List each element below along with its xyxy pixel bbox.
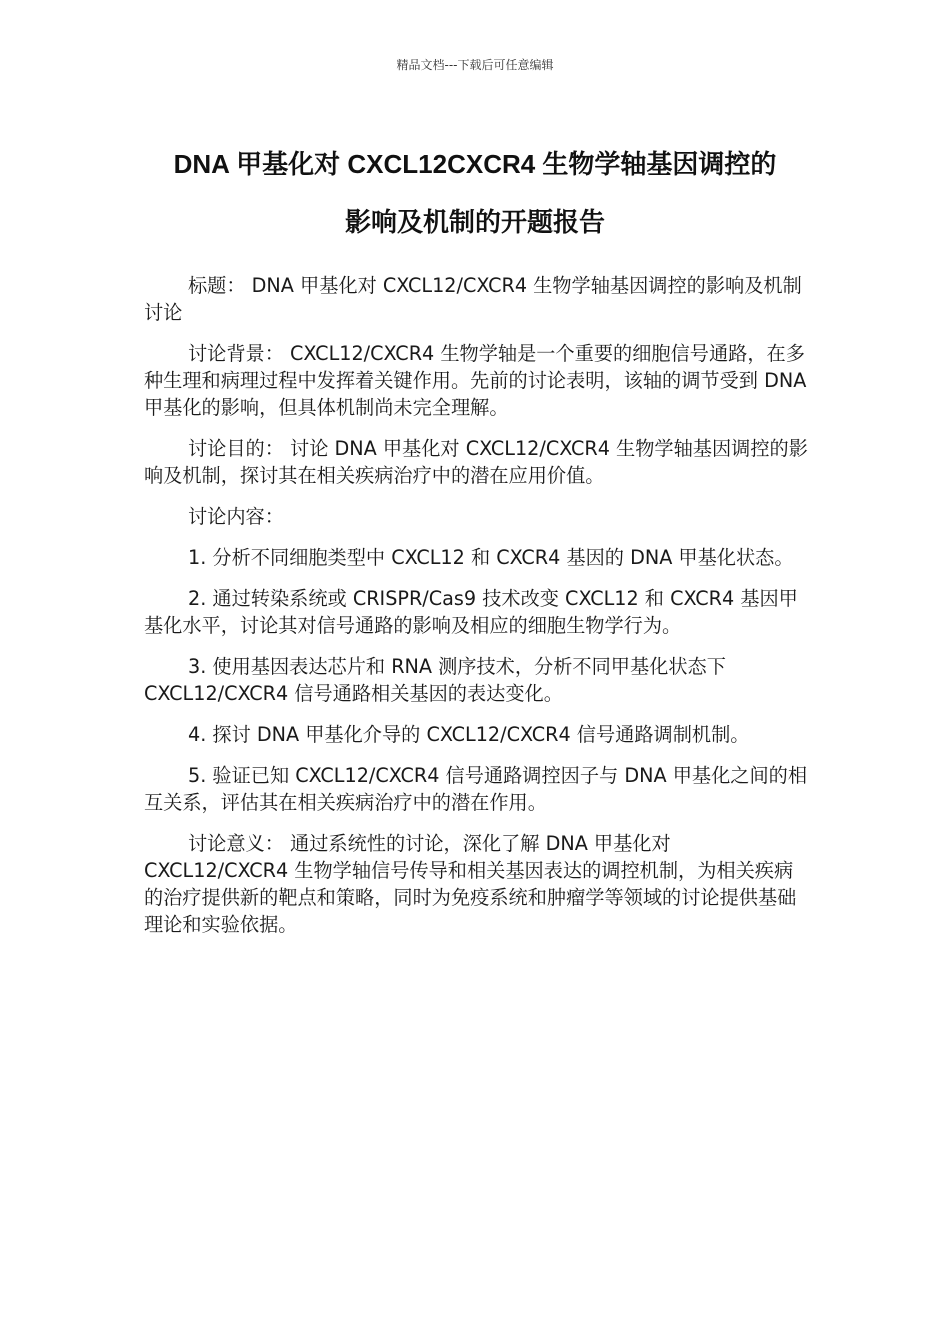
paragraph-content-heading: 讨论内容：	[188, 505, 284, 528]
header-note: 精品文档---下载后可任意编辑	[396, 58, 554, 72]
title-line-2: 影响及机制的开题报告	[344, 207, 605, 237]
title-line-1: DNA 甲基化对 CXCL12CXCR4 生物学轴基因调控的	[173, 149, 777, 179]
paragraph-title: 标题： DNA 甲基化对 CXCL12/CXCR4 生物学轴基因调控的影响及机制讨论	[144, 274, 802, 324]
document-body	[144, 272, 808, 952]
list-item-1: 1. 分析不同细胞类型中 CXCL12 和 CXCR4 基因的 DNA 甲基化状态。	[188, 546, 794, 569]
paragraph-significance: 讨论意义： 通过系统性的讨论，深化了解 DNA 甲基化对 CXCL12/CXCR4 生物学轴信号传导和相关基因表达的调控机制，为相关疾病的治疗提供新的靶点和策略，同时为免疫系统和肿瘤学等领域的讨论提供基础理论和实验依据。	[144, 832, 797, 936]
list-item-3: 3. 使用基因表达芯片和 RNA 测序技术，分析不同甲基化状态下 CXCL12/CXCR4 信号通路相关基因的表达变化。	[144, 655, 726, 705]
paragraph-background: 讨论背景： CXCL12/CXCR4 生物学轴是一个重要的细胞信号通路，在多种生理和病理过程中发挥着关键作用。先前的讨论表明，该轴的调节受到 DNA 甲基化的影响，但具体机制尚未完全理解。	[144, 342, 807, 419]
paragraph-purpose: 讨论目的： 讨论 DNA 甲基化对 CXCL12/CXCR4 生物学轴基因调控的影响及机制，探讨其在相关疾病治疗中的潜在应用价值。	[144, 437, 808, 487]
list-item-5: 5. 验证已知 CXCL12/CXCR4 信号通路调控因子与 DNA 甲基化之间的相互关系，评估其在相关疾病治疗中的潜在作用。	[144, 764, 808, 814]
list-item-2: 2. 通过转染系统或 CRISPR/Cas9 技术改变 CXCL12 和 CXCR4 基因甲基化水平，讨论其对信号通路的影响及相应的细胞生物学行为。	[144, 587, 798, 637]
document-title	[140, 135, 810, 251]
list-item-4: 4. 探讨 DNA 甲基化介导的 CXCL12/CXCR4 信号通路调制机制。	[188, 723, 750, 746]
